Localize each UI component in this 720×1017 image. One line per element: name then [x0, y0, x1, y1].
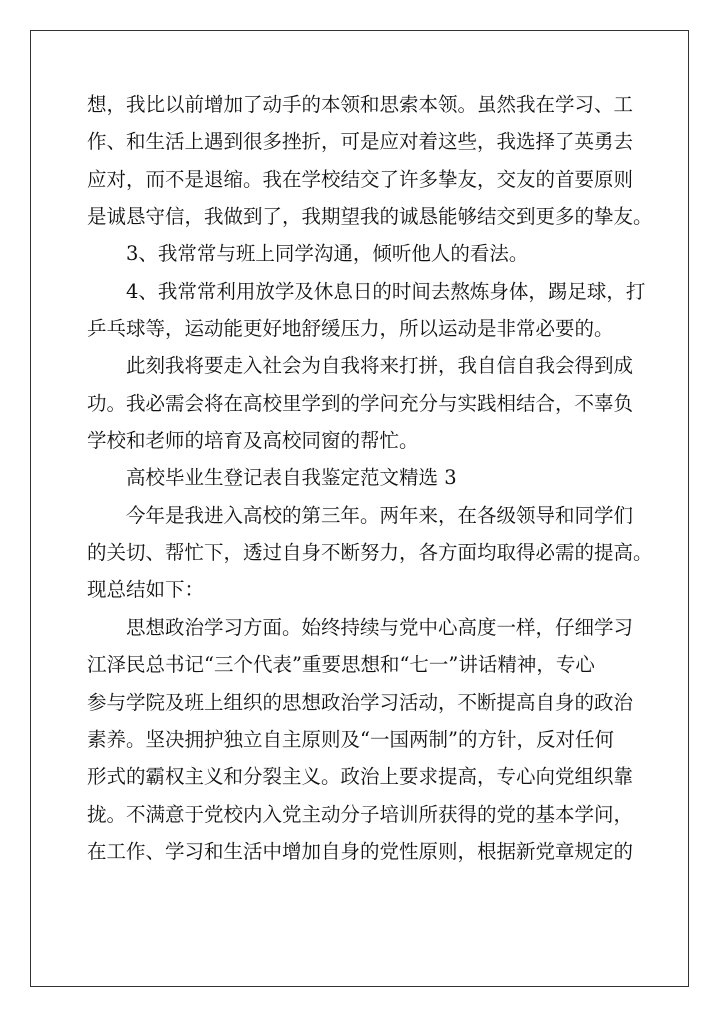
text-line: 在工作、学习和生活中增加自身的党性原则，根据新党章规定的	[87, 839, 634, 863]
text-line: 4、我常常利用放学及休息日的时间去熬炼身体，踢足球，打	[126, 279, 646, 303]
text-line: 拢。不满意于党校内入党主动分子培训所获得的党的基本学问，	[87, 802, 634, 826]
text-line: 是诚恳守信，我做到了，我期望我的诚恳能够结交到更多的挚友。	[87, 205, 653, 229]
text-line: 功。我必需会将在高校里学到的学问充分与实践相结合，不辜负	[87, 391, 634, 415]
text-line: 高校毕业生登记表自我鉴定范文精选 3	[126, 466, 457, 490]
text-line: 现总结如下：	[87, 578, 205, 602]
text-line: 江泽民总书记“三个代表”重要思想和“七一”讲话精神，专心	[87, 653, 595, 677]
text-line: 作、和生活上遇到很多挫折，可是应对着这些，我选择了英勇去	[87, 130, 634, 154]
text-line: 的关切、帮忙下，透过自身不断努力，各方面均取得必需的提高。	[87, 541, 653, 565]
text-line: 想，我比以前增加了动手的本领和思索本领。虽然我在学习、工	[87, 93, 634, 116]
text-line: 今年是我进入高校的第三年。两年来，在各级领导和同学们	[126, 503, 634, 527]
text-line: 应对，而不是退缩。我在学校结交了许多挚友，交友的首要原则	[87, 167, 634, 191]
text-line: 形式的霸权主义和分裂主义。政治上要求提高，专心向党组织靠	[87, 765, 634, 789]
text-line: 此刻我将要走入社会为自我将来打拼，我自信自我会得到成	[126, 354, 634, 378]
text-line: 参与学院及班上组织的思想政治学习活动，不断提高自身的政治	[87, 690, 634, 714]
text-line: 3、我常常与班上同学沟通，倾听他人的看法。	[126, 242, 529, 266]
text-line: 学校和老师的培育及高校同窗的帮忙。	[87, 429, 419, 453]
text-line: 素养。坚决拥护独立自主原则及“一国两制”的方针，反对任何	[87, 727, 614, 751]
text-line: 乒乓球等，运动能更好地舒缓压力，所以运动是非常必要的。	[87, 317, 614, 341]
text-line: 思想政治学习方面。始终持续与党中心高度一样，仔细学习	[126, 615, 634, 639]
document-body	[87, 86, 653, 870]
